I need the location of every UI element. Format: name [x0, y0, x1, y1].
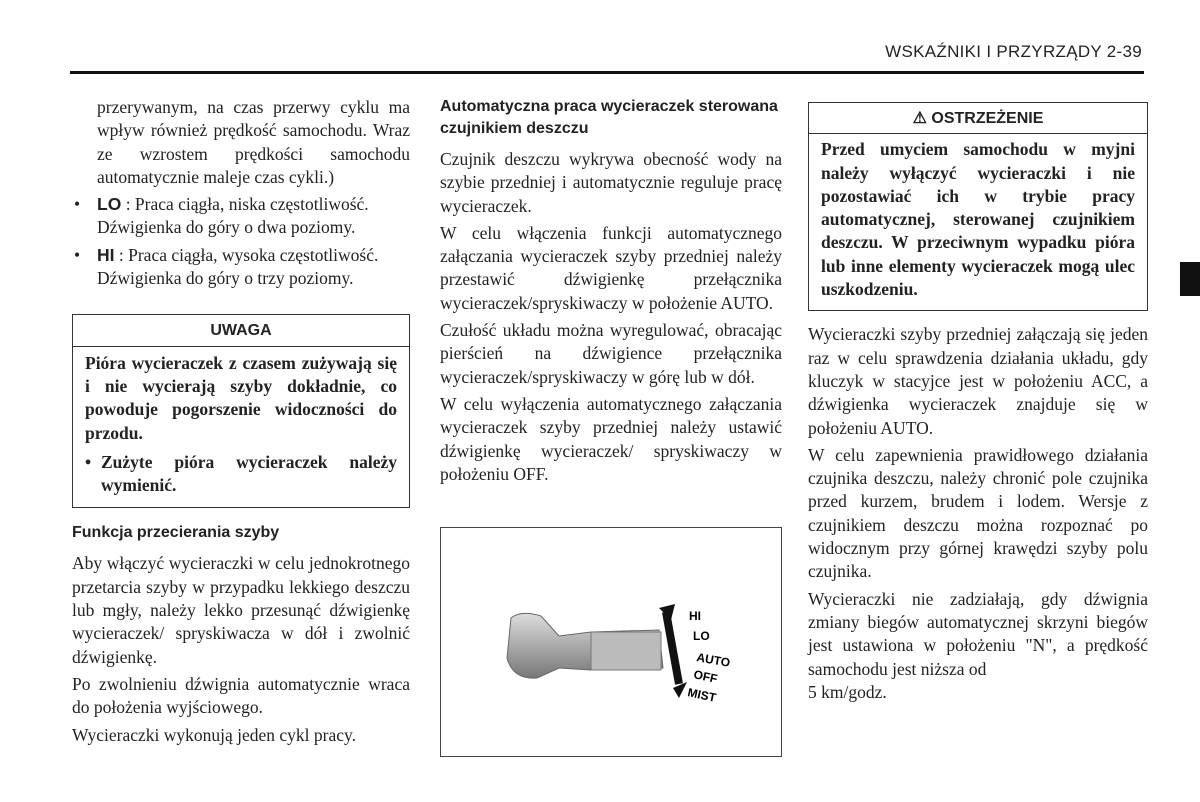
label-auto: AUTO	[695, 650, 732, 670]
intro-text: przerywanym, na czas przerwy cyklu ma wpływ również prędkość samochodu. Wraz ze wzrostem prędkości samochodu automatycznie maleje czas cykli.)	[97, 97, 410, 187]
paragraph: Wycieraczki nie zadziałają, gdy dźwignia zmiany biegów automatycznej skrzyni biegów jest ustawiona w położeniu "N", a prędkość samochodu jest niższa od	[808, 588, 1148, 679]
label-hi: HI	[689, 609, 701, 623]
notice-title: UWAGA	[73, 315, 409, 346]
warning-header	[809, 103, 1147, 134]
running-header: WSKAŹNIKI I PRZYRZĄDY 2-39	[885, 42, 1142, 61]
warning-body: Przed umyciem samochodu w myjni należy wyłączyć wycieraczki i nie pozostawiać ich w trybie pracy automatycznej, sterowanej czujnikiem deszczu. W przeciwnym wypadku pióra lub inne elementy wycieraczek mogą ulec uszkodzeniu.	[821, 139, 1135, 300]
notice-bullet: • Zużyte pióra wycieraczek należy wymienić.	[85, 451, 397, 496]
paragraph: Czułość układu można wyregulować, obracając pierścień na dźwigience przełącznika wycieraczek/spryskiwaczy w górę lub w dół.	[440, 320, 782, 387]
column-3	[808, 102, 1148, 708]
notice-bullet-text: Zużyte pióra wycieraczek należy wymienić.	[101, 451, 397, 496]
bullet-text: : Praca ciągła, niska częstotliwość. Dźwigienka do góry o dwa poziomy.	[97, 194, 369, 238]
paragraph: Aby włączyć wycieraczki w celu jednokrotnego przetarcia szyby w przypadku lekkiego deszczu lub mgły, należy lekko przesunąć dźwigienkę wycieraczek/ spryskiwacza w dół i zwolnić dźwigienkę.	[72, 553, 410, 667]
paragraph: Po zwolnieniu dźwignia automatycznie wraca do położenia wyjściowego.	[72, 673, 410, 718]
paragraph: W celu zapewnienia prawidłowego działania czujnika deszczu, należy chronić pole czujnika przed kurzem, brudem i lodem. Wersje z czujnikiem deszczu można rozpoznać po widocznym przy górnej krawędzi szyby polu czujnika.	[808, 444, 1148, 582]
header-rule	[70, 71, 1144, 74]
wiper-stalk-illustration	[441, 528, 781, 756]
notice-box	[72, 314, 410, 508]
section-thumb-tab	[1180, 262, 1200, 296]
label-mist: MIST	[686, 685, 718, 705]
column-1	[72, 96, 410, 751]
paragraph: W celu włączenia funkcji automatycznego załączania wycieraczek szyby przedniej należy przestawić dźwigienkę przełącznika wycieraczek/spryskiwaczy w położenie AUTO.	[440, 222, 782, 313]
section-heading: Automatyczna praca wycieraczek sterowana czujnikiem deszczu	[440, 98, 778, 137]
section-heading: Funkcja przecierania szyby	[72, 524, 280, 542]
paragraph: Czujnik deszczu wykrywa obecność wody na szybie przedniej i automatycznie reguluje pracę wycieraczek.	[440, 149, 782, 216]
bullet-hi: • HI : Praca ciągła, wysoka częstotliwość. Dźwigienka do góry o trzy poziomy.	[74, 244, 379, 289]
paragraph: Wycieraczki wykonują jeden cykl pracy.	[72, 724, 356, 745]
column-2	[440, 96, 782, 490]
bullet-text: : Praca ciągła, wysoka częstotliwość. Dźwigienka do góry o trzy poziomy.	[97, 244, 379, 289]
warning-box	[808, 102, 1148, 311]
paragraph: W celu wyłączenia automatycznego załączania wycieraczek szyby przedniej należy ustawić dźwigienkę wycieraczek/ spryskiwaczy w położeniu OFF.	[440, 393, 782, 484]
warning-title: OSTRZEŻENIE	[931, 110, 1044, 127]
label-off: OFF	[692, 667, 719, 686]
wiper-stalk-figure	[440, 527, 782, 757]
bullet-key: HI	[97, 244, 115, 265]
bullet-key: LO	[97, 194, 122, 215]
paragraph: Wycieraczki szyby przedniej załączają się jeden raz w celu sprawdzenia działania układu, gdy kluczyk w stacyjce jest w położeniu ACC, a dźwigienka wycieraczek znajduje się w położeniu AUTO.	[808, 324, 1148, 438]
warning-triangle-icon: ⚠	[912, 110, 927, 127]
paragraph: 5 km/godz.	[808, 681, 887, 702]
label-lo: LO	[693, 629, 710, 643]
bullet-lo: • LO : Praca ciągła, niska częstotliwość. Dźwigienka do góry o dwa poziomy.	[74, 194, 369, 238]
notice-body: Pióra wycieraczek z czasem zużywają się i nie wycierają szyby dokładnie, co powoduje pogorszenie widoczności do przodu.	[85, 352, 397, 443]
